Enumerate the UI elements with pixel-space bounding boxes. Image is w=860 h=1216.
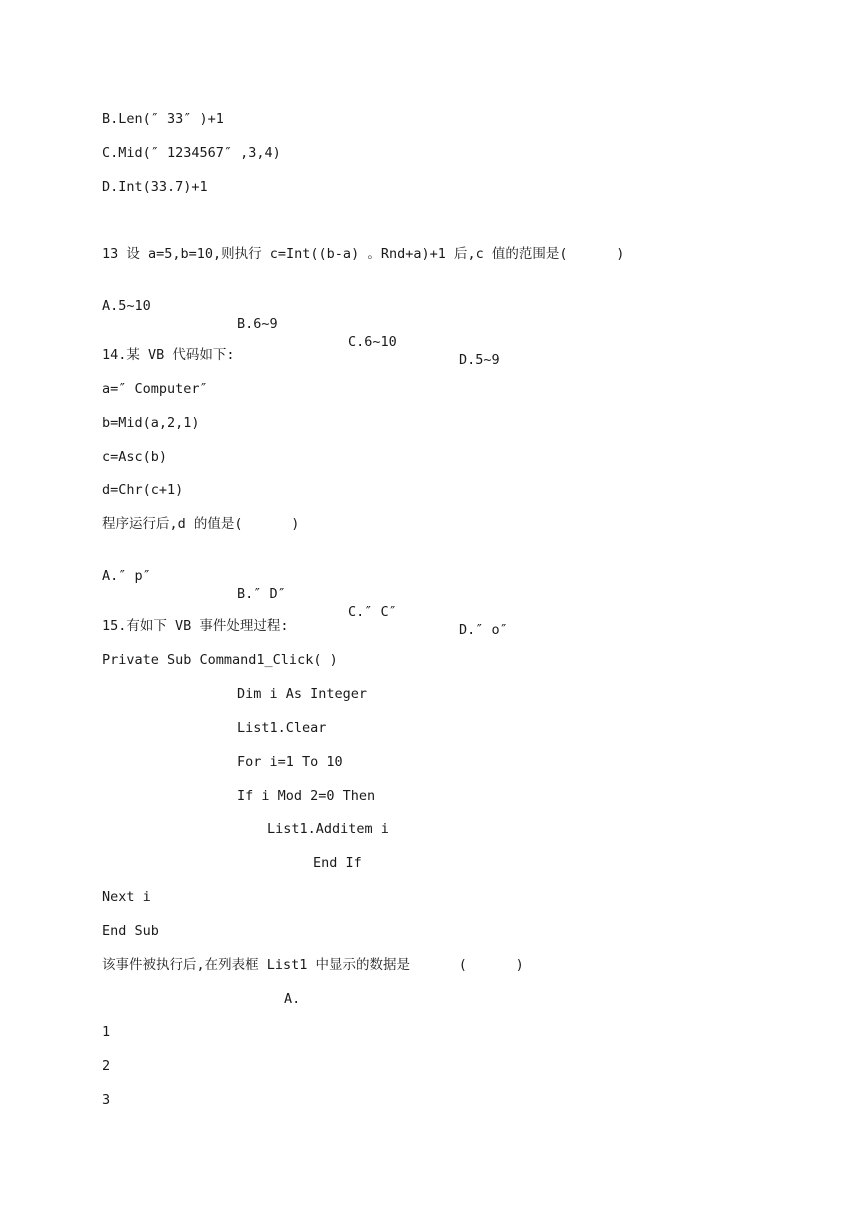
- q14-option-c: C.″ C″: [348, 604, 397, 620]
- q15-code-line: Dim i As Integer: [237, 686, 368, 702]
- q12-option-d: D.Int(33.7)+1: [102, 179, 208, 195]
- q12-option-b: B.Len(″ 33″ )+1: [102, 111, 224, 127]
- q14-option-b: B.″ D″: [237, 586, 286, 602]
- q15-question: 该事件被执行后,在列表框 List1 中显示的数据是 ( ): [102, 957, 524, 973]
- q14-code-line: a=″ Computer″: [102, 381, 208, 397]
- q15-code-line: For i=1 To 10: [237, 754, 343, 770]
- q14-code-line: d=Chr(c+1): [102, 482, 184, 498]
- q15-option-a-value: 3: [102, 1092, 111, 1108]
- q13-option-b: B.6~9: [237, 316, 278, 332]
- q13-option-d: D.5~9: [459, 352, 500, 368]
- q15-option-a-value: 2: [102, 1058, 111, 1074]
- q15-code-line: End Sub: [102, 923, 159, 939]
- q15-code-line: If i Mod 2=0 Then: [237, 788, 376, 804]
- q13-stem: 13 设 a=5,b=10,则执行 c=Int((b-a) 。Rnd+a)+1 后,c 值的范围是( ): [102, 246, 625, 262]
- q15-code-line: Private Sub Command1_Click( ): [102, 652, 338, 668]
- q14-question: 程序运行后,d 的值是( ): [102, 516, 300, 532]
- q13-option-a: A.5~10: [102, 298, 151, 314]
- q15-code-line: List1.Clear: [237, 720, 327, 736]
- q14-option-a: A.″ p″: [102, 568, 151, 584]
- q15-option-a-value: 1: [102, 1024, 111, 1040]
- q13-option-c: C.6~10: [348, 334, 397, 350]
- q12-option-c: C.Mid(″ 1234567″ ,3,4): [102, 145, 281, 161]
- q15-option-a-label: A.: [284, 991, 301, 1007]
- q14-option-d: D.″ o″: [459, 622, 508, 638]
- q15-code-line: List1.Additem i: [267, 821, 389, 837]
- q15-code-line: End If: [313, 855, 362, 871]
- q15-code-line: Next i: [102, 889, 151, 905]
- q15-stem: 15.有如下 VB 事件处理过程:: [102, 618, 289, 634]
- q14-code-line: c=Asc(b): [102, 449, 168, 465]
- q14-stem: 14.某 VB 代码如下:: [102, 347, 235, 363]
- q14-code-line: b=Mid(a,2,1): [102, 415, 200, 431]
